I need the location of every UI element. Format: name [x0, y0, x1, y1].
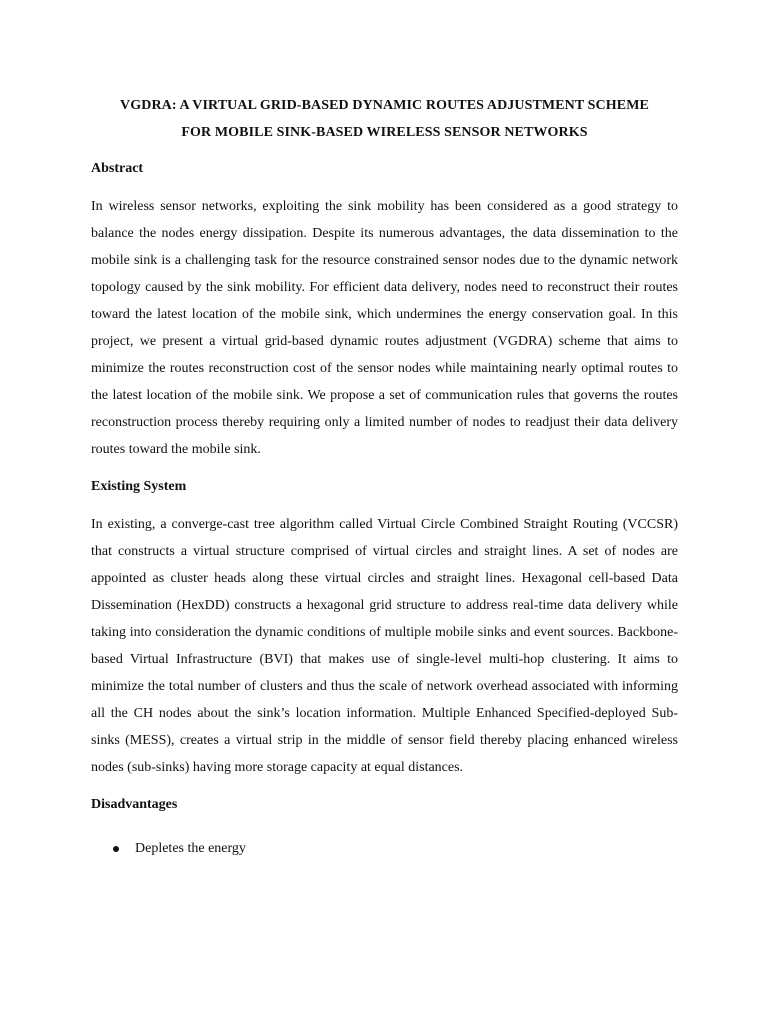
bullet-icon [113, 846, 119, 852]
disadvantages-heading: Disadvantages [91, 797, 178, 812]
title-line-1: VGDRA: A VIRTUAL GRID-BASED DYNAMIC ROUTES ADJUSTMENT SCHEME [120, 98, 649, 113]
document-title [91, 92, 678, 146]
abstract-heading: Abstract [91, 161, 144, 176]
title-line-2: FOR MOBILE SINK-BASED WIRELESS SENSOR NETWORKS [181, 125, 588, 140]
list-item-text: Depletes the energy [135, 841, 246, 856]
existing-system-heading: Existing System [91, 479, 187, 494]
document-content [91, 92, 678, 862]
existing-system-paragraph: In existing, a converge-cast tree algorithm called Virtual Circle Combined Straight Routing (VCCSR) that constructs a virtual structure comprised of virtual circles and straight lines. A set of nodes are appointed as cluster heads along these virtual circles and straight lines. Hexagonal cell-based Data Dissemination (HexDD) constructs a hexagonal grid structure to address real-time data delivery while taking into consideration the dynamic conditions of multiple mobile sinks and event sources. Backbone-based Virtual Infrastructure (BVI) that makes use of single-level multi-hop clustering. It aims to minimize the total number of clusters and thus the scale of network overhead associated with informing all the CH nodes about the sink’s location information. Multiple Enhanced Specified-deployed Sub-sinks (MESS), creates a virtual strip in the middle of sensor field thereby placing enhanced wireless nodes (sub-sinks) having more storage capacity at equal distances. [91, 517, 678, 775]
list-item [91, 835, 678, 862]
abstract-paragraph: In wireless sensor networks, exploiting the sink mobility has been considered as a good strategy to balance the nodes energy dissipation. Despite its numerous advantages, the data dissemination to the mobile sink is a challenging task for the resource constrained sensor nodes due to the dynamic network topology caused by the sink mobility. For efficient data delivery, nodes need to reconstruct their routes toward the latest location of the mobile sink, which undermines the energy conservation goal. In this project, we present a virtual grid-based dynamic routes adjustment (VGDRA) scheme that aims to minimize the routes reconstruction cost of the sensor nodes while maintaining nearly optimal routes to the latest location of the mobile sink. We propose a set of communication rules that governs the routes reconstruction process thereby requiring only a limited number of nodes to readjust their data delivery routes toward the mobile sink. [91, 199, 678, 457]
disadvantages-list [91, 835, 678, 862]
